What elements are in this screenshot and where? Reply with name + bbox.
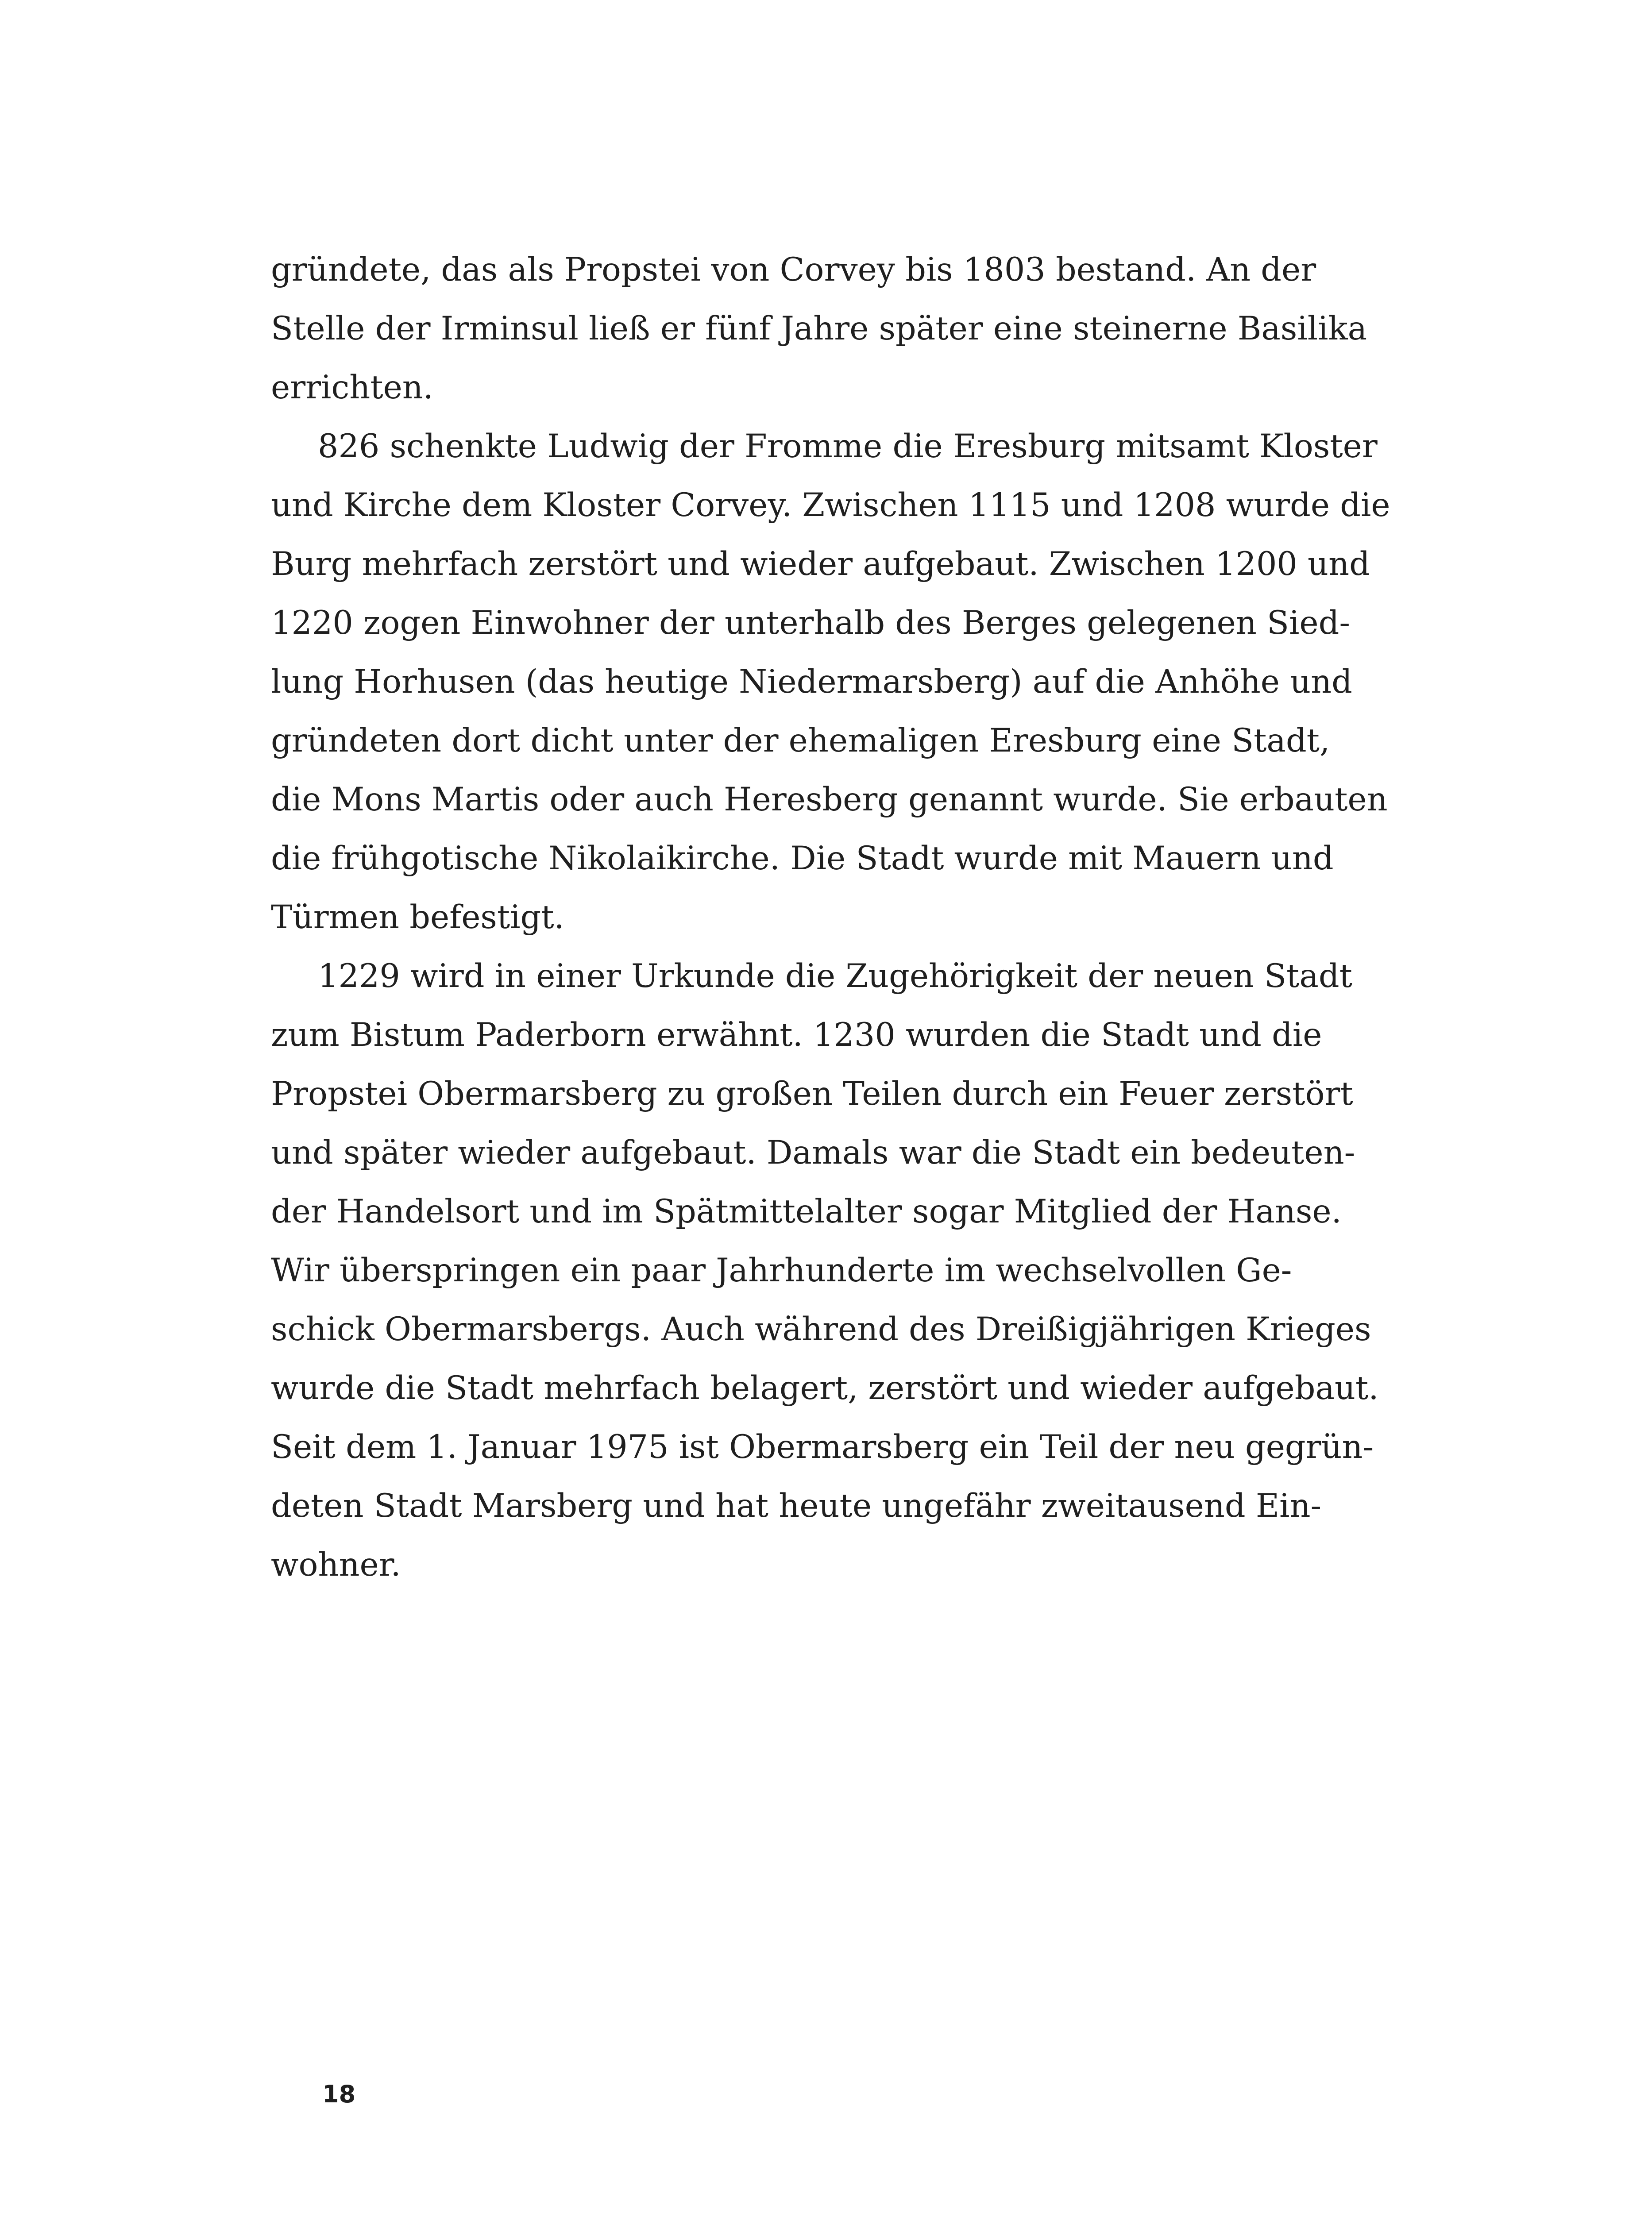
paragraph-start-line: 826 schenkte Ludwig der Fromme die Eresburg mitsamt Kloster [318,428,1378,465]
paragraph-start-line: 1229 wird in einer Urkunde die Zugehörigkeit der neuen Stadt [318,957,1352,995]
text-line: der Handelsort und im Spätmittelalter sogar Mitglied der Hanse. [271,1193,1342,1230]
text-line: gründeten dort dicht unter der ehemaligen Eresburg eine Stadt, [271,722,1330,760]
text-line: zum Bistum Paderborn erwähnt. 1230 wurden die Stadt und die [271,1016,1322,1054]
text-line: deten Stadt Marsberg und hat heute ungefähr zweitausend Ein- [271,1487,1322,1525]
text-line: und Kirche dem Kloster Corvey. Zwischen 1115 und 1208 wurde die [271,486,1390,524]
text-line: lung Horhusen (das heutige Niedermarsberg) auf die Anhöhe und [271,663,1352,701]
page-number: 18 [322,2080,356,2108]
text-line: Stelle der Irminsul ließ er fünf Jahre später eine steinerne Basilika [271,310,1367,347]
text-line: die Mons Martis oder auch Heresberg genannt wurde. Sie erbauten [271,781,1388,818]
body-text [271,240,1390,1594]
text-line: wohner. [271,1546,401,1584]
text-line: errichten. [271,369,433,406]
text-line: Burg mehrfach zerstört und wieder aufgebaut. Zwischen 1200 und [271,545,1370,583]
text-line: die frühgotische Nikolaikirche. Die Stadt wurde mit Mauern und [271,840,1334,877]
text-line: und später wieder aufgebaut. Damals war die Stadt ein bedeuten- [271,1134,1355,1172]
text-line: gründete, das als Propstei von Corvey bis 1803 bestand. An der [271,251,1316,289]
text-line: Propstei Obermarsberg zu großen Teilen durch ein Feuer zerstört [271,1075,1353,1113]
text-line: 1220 zogen Einwohner der unterhalb des Berges gelegenen Sied- [271,604,1351,642]
text-line: wurde die Stadt mehrfach belagert, zerstört und wieder aufgebaut. [271,1369,1379,1407]
text-line: Wir überspringen ein paar Jahrhunderte im wechselvollen Ge- [271,1252,1292,1289]
text-line: schick Obermarsbergs. Auch während des Dreißigjährigen Krieges [271,1311,1371,1348]
text-line: Seit dem 1. Januar 1975 ist Obermarsberg ein Teil der neu gegrün- [271,1428,1374,1466]
text-line: Türmen befestigt. [271,898,564,936]
